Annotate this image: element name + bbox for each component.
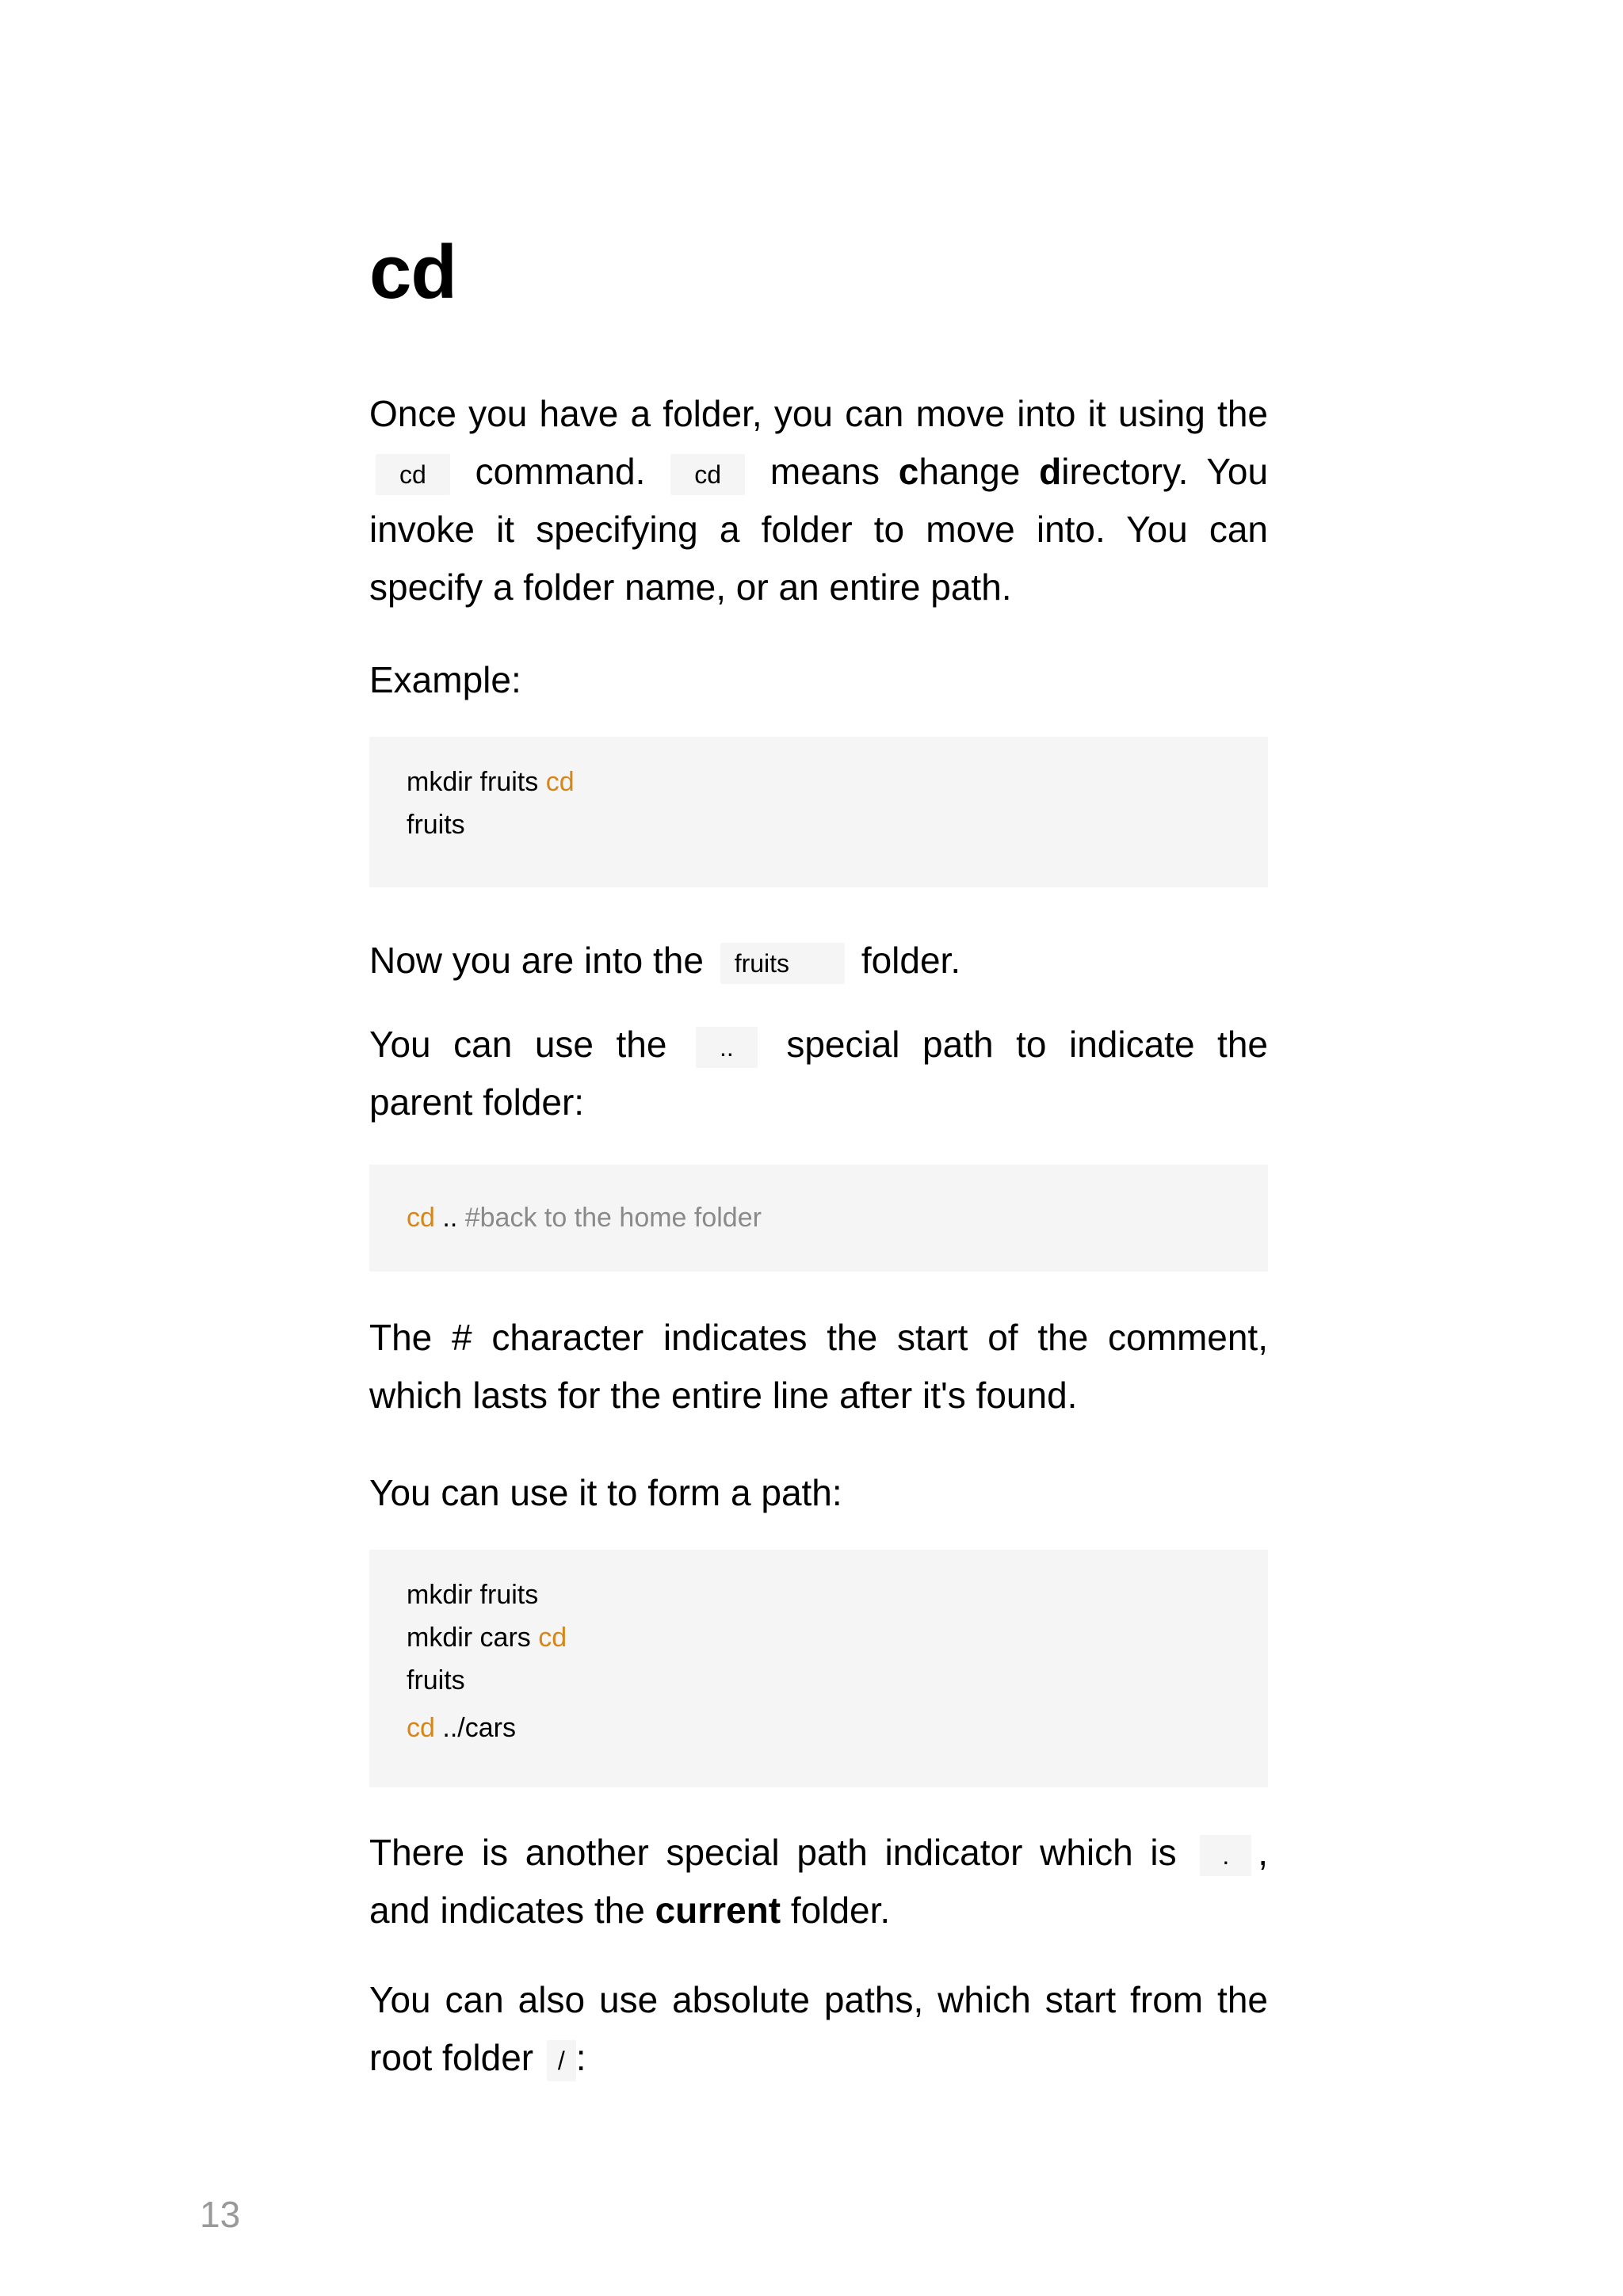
absolute-text-colon: : [575,2037,586,2078]
inline-code-cd: cd [376,454,450,495]
intro-text-3: means [769,451,880,492]
now-into-paragraph [369,932,1268,990]
code-line: fruits [407,1665,465,1695]
code-text: .. [434,1203,465,1233]
code-block-mkdir-cd [369,737,1268,887]
inline-code-dot: . [1200,1835,1251,1876]
page-title: cd [369,230,457,315]
code-keyword: cd [538,1623,567,1653]
code-text: mkdir fruits [407,767,546,797]
code-line [407,1707,1231,1749]
code-keyword: cd [407,1203,435,1233]
code-block-cd-back [369,1165,1268,1272]
intro-text-4: hange [918,451,1021,492]
inline-code-cd: cd [670,454,745,495]
code-line [407,1196,1231,1239]
intro-text-5: irectory. You invoke it specifying a folder to move into. You can specify a folder name, or an entire path. [369,451,1269,608]
current-folder-paragraph [369,1824,1268,1939]
parent-text-2: special path to indicate the parent folder: [369,1024,1269,1123]
parent-text-1: You can use the [369,1024,667,1065]
code-keyword: cd [407,1713,435,1743]
current-text-1: There is another special path indicator which is [369,1832,1177,1873]
code-block-paths [369,1550,1268,1787]
code-keyword: cd [545,767,575,797]
inline-code-dotdot: .. [696,1027,758,1068]
comment-paragraph: The # character indicates the start of the comment, which lasts for the entire line after it's found. [369,1317,1268,1416]
code-text: ../cars [434,1713,516,1743]
code-line: fruits [407,810,465,840]
code-comment: #back to the home folder [464,1203,762,1233]
now-into-text: Now you are into the [369,940,704,981]
current-text-2: , and indicates the [369,1832,1269,1931]
parent-folder-paragraph [369,1016,1268,1131]
code-line: mkdir fruits [407,1580,539,1610]
bold-current: current [655,1890,781,1931]
now-into-text-2: folder. [861,940,961,981]
form-path-paragraph: You can use it to form a path: [369,1472,842,1513]
absolute-paths-paragraph [369,1971,1268,2087]
code-line [407,761,1231,803]
intro-text-2: command. [475,451,646,492]
inline-code-fruits: fruits [720,943,845,984]
bold-c: c [898,451,919,492]
page-number: 13 [200,2194,241,2235]
intro-paragraph [369,385,1268,616]
inline-code-slash: / [547,2040,576,2081]
current-text-3: folder. [790,1890,891,1931]
absolute-text: You can also use absolute paths, which start from the root folder [369,1979,1268,2078]
code-line [407,1616,1231,1659]
code-text: mkdir cars [407,1623,539,1653]
intro-text-1: Once you have a folder, you can move into it using the [369,393,1268,434]
bold-d: d [1039,451,1062,492]
example-label: Example: [369,659,521,700]
